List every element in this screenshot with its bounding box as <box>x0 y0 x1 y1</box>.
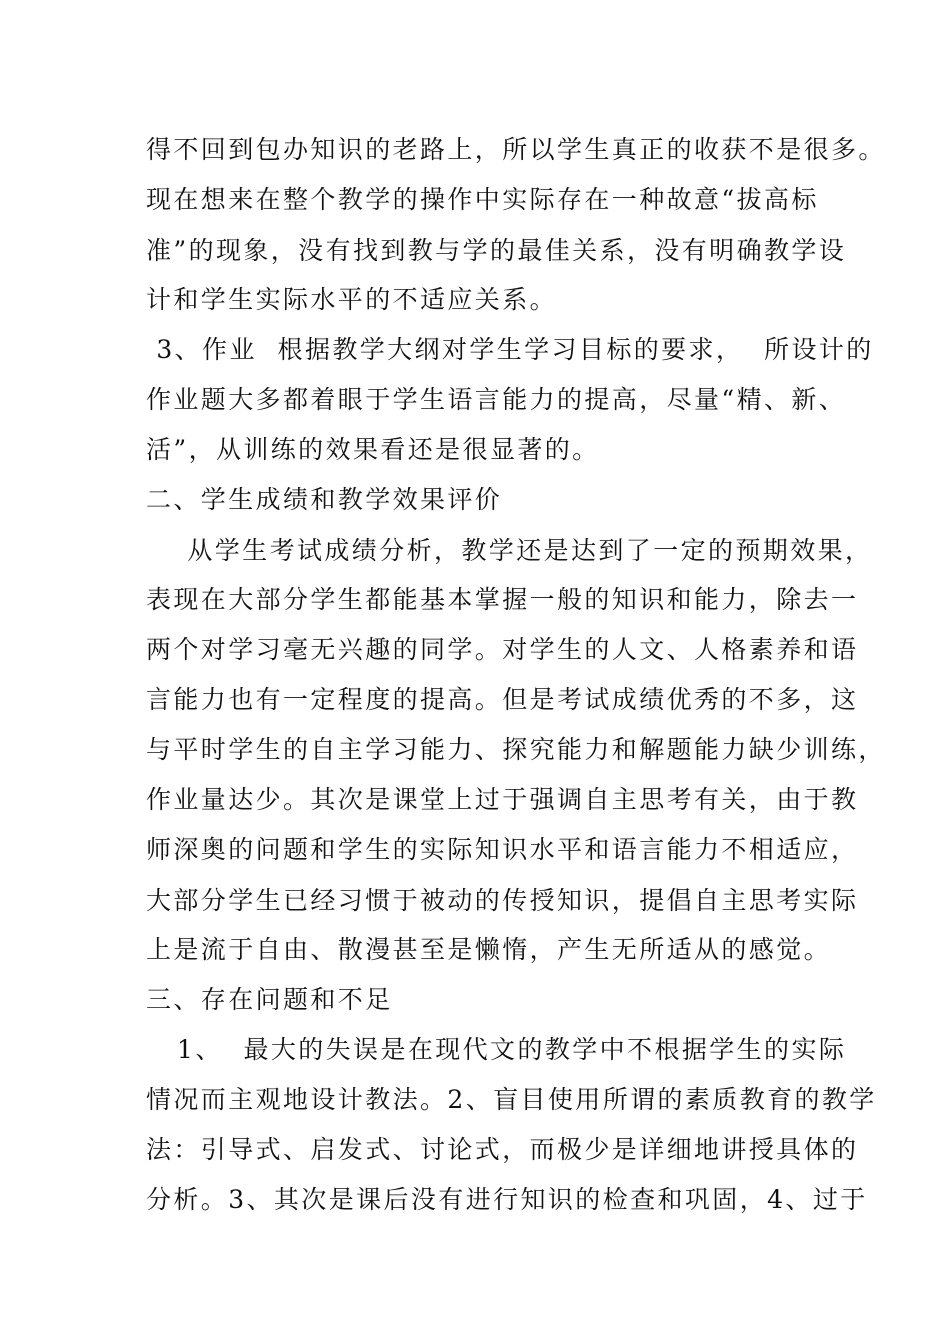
text-line: 3、作业 根据教学大纲对学生学习目标的要求， 所设计的 <box>146 335 874 364</box>
text-line: 与平时学生的自主学习能力、探究能力和解题能力缺少训练， <box>146 735 886 764</box>
section-heading: 三、存在问题和不足 <box>146 985 393 1014</box>
text-line: 从学生考试成绩分析，教学还是达到了一定的预期效果， <box>146 536 873 565</box>
text-line: 大部分学生已经习惯于被动的传授知识，提倡自主思考实际 <box>146 886 859 915</box>
text-line: 计和学生实际水平的不适应关系。 <box>146 285 558 314</box>
text-line: 得不回到包办知识的老路上，所以学生真正的收获不是很多。 <box>146 135 886 164</box>
text-line: 现在想来在整个教学的操作中实际存在一种故意“拔高标 <box>146 185 819 214</box>
text-line: 情况而主观地设计教法。2、盲目使用所谓的素质教育的教学 <box>146 1085 877 1114</box>
text-line: 作业题大多都着眼于学生语言能力的提高，尽量“精、新、 <box>146 385 847 414</box>
text-line: 作业量达少。其次是课堂上过于强调自主思考有关，由于教 <box>146 785 859 814</box>
text-line: 1、 最大的失误是在现代文的教学中不根据学生的实际 <box>146 1035 847 1064</box>
text-line: 分析。3、其次是课后没有进行知识的检查和巩固，4、过于 <box>146 1185 868 1214</box>
text-line: 准”的现象，没有找到教与学的最佳关系，没有明确教学设 <box>146 236 847 265</box>
text-line: 言能力也有一定程度的提高。但是考试成绩优秀的不多，这 <box>146 685 859 714</box>
text-line: 法：引导式、启发式、讨论式，而极少是详细地讲授具体的 <box>146 1135 859 1164</box>
text-line: 两个对学习毫无兴趣的同学。对学生的人文、人格素养和语 <box>146 635 859 664</box>
text-line: 活”，从训练的效果看还是很显著的。 <box>146 435 600 464</box>
text-line: 上是流于自由、散漫甚至是懒惰，产生无所适从的感觉。 <box>146 935 832 964</box>
section-heading: 二、学生成绩和教学效果评价 <box>146 485 503 514</box>
text-line: 师深奥的问题和学生的实际知识水平和语言能力不相适应， <box>146 835 859 864</box>
text-line: 表现在大部分学生都能基本掌握一般的知识和能力，除去一 <box>146 585 859 614</box>
